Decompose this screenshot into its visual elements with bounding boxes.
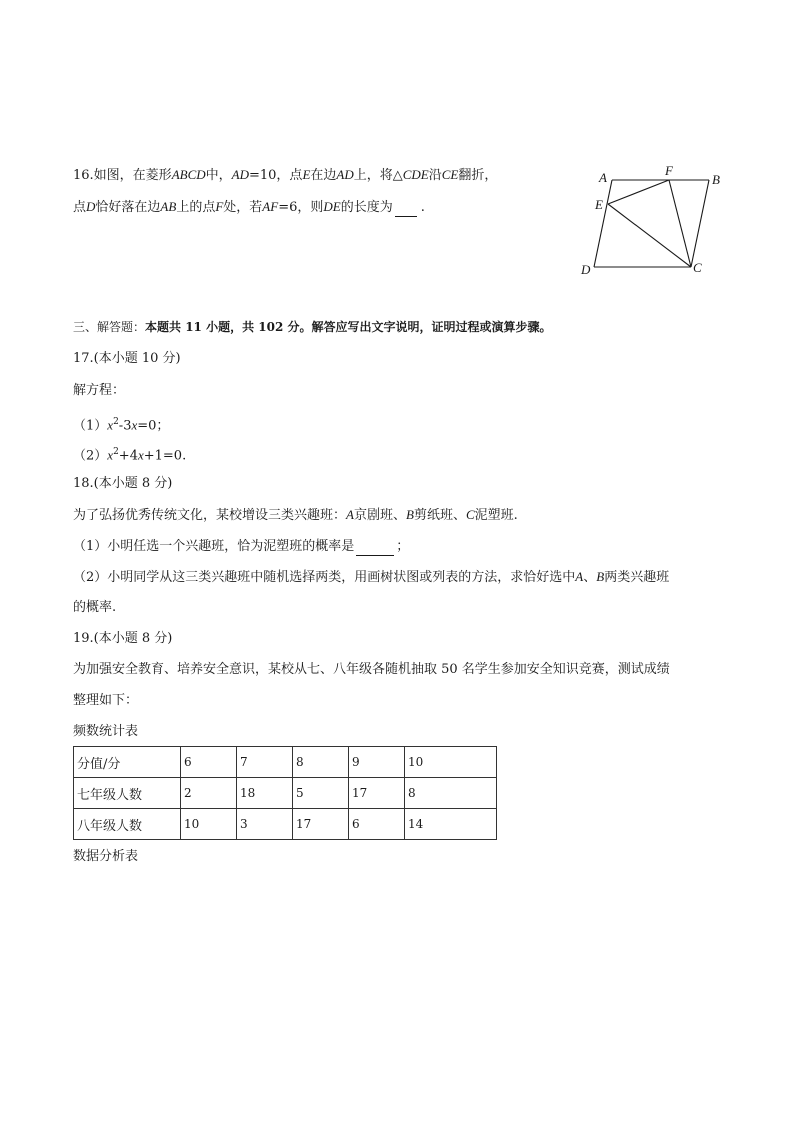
answer-blank-q18[interactable]: [356, 541, 394, 556]
vertex-label-b: B: [712, 172, 720, 187]
label-f: F: [215, 199, 224, 214]
frequency-table: [73, 746, 497, 840]
label-de: DE: [323, 199, 341, 214]
vertex-label-e: E: [595, 197, 603, 212]
table-cell: 9: [349, 747, 405, 778]
section-3-header: 三、解答题：本题共 11 小题，共 102 分。解答应写出文字说明，证明过程或演算步骤。: [73, 320, 552, 334]
table-cell: 5: [293, 778, 349, 809]
q17-part-2: $(2)x^2+4x+1=0$.: [73, 447, 187, 464]
table-cell: 10: [405, 747, 497, 778]
table-cell: 7: [237, 747, 293, 778]
table-cell: 6: [349, 809, 405, 840]
q19-intro-1: 为加强安全教育、培养安全意识，某校从七、八年级各随机抽取 50 名学生参加安全知识竞赛，测试成绩: [73, 662, 670, 677]
q17-intro: 解方程：: [73, 383, 126, 398]
table-cell: 14: [405, 809, 497, 840]
table-row: [74, 809, 497, 840]
table-title-analysis: 数据分析表: [73, 849, 139, 864]
edge-bc: [691, 180, 709, 267]
table-cell: 8: [405, 778, 497, 809]
label-ad: AD: [231, 167, 249, 182]
vertex-label-d: D: [581, 262, 591, 277]
rhombus-figure: [575, 160, 725, 280]
label-abcd: ABCD: [171, 167, 206, 182]
answer-blank-q16[interactable]: [395, 202, 417, 217]
label-ab: AB: [160, 199, 177, 214]
label-ad-2: AD: [336, 167, 354, 182]
q17-title: 17.(本小题 10 分): [73, 351, 181, 366]
table-cell: 17: [349, 778, 405, 809]
q18-intro: 为了弘扬优秀传统文化，某校增设三类兴趣班：A京剧班、B剪纸班、C泥塑班.: [73, 507, 518, 523]
table-row: [74, 778, 497, 809]
segment-fc: [669, 180, 691, 267]
table-cell: 10: [181, 809, 237, 840]
q19-intro-2: 整理如下：: [73, 693, 139, 708]
table-cell: 18: [237, 778, 293, 809]
q18-part-2: （2）小明同学从这三类兴趣班中随机选择两类，用画树状图或列表的方法，求恰好选中A、B两类兴趣班: [73, 569, 670, 585]
table-cell: 七年级人数: [74, 778, 181, 809]
label-af: AF: [262, 199, 279, 214]
q16-line-2: 点D恰好落在边AB上的点F处，若AF=6，则DE的长度为 .: [73, 199, 425, 215]
q19-title: 19.(本小题 8 分): [73, 631, 173, 646]
q18-part-1: （1）小明任选一个兴趣班，恰为泥塑班的概率是 ；: [73, 539, 410, 554]
q18-title: 18.(本小题 8 分): [73, 476, 173, 491]
edge-da: [594, 180, 612, 267]
table-row: [74, 747, 497, 778]
label-ce: CE: [441, 167, 459, 182]
table-cell: 2: [181, 778, 237, 809]
vertex-label-f: F: [665, 163, 673, 178]
label-e: E: [302, 167, 311, 182]
table-cell: 八年级人数: [74, 809, 181, 840]
segment-ef: [608, 180, 669, 204]
label-cde: CDE: [402, 167, 429, 182]
table-cell: 8: [293, 747, 349, 778]
segment-ec: [608, 204, 691, 267]
table-cell: 6: [181, 747, 237, 778]
label-d: D: [86, 199, 96, 214]
vertex-label-a: A: [599, 170, 607, 185]
table-cell: 3: [237, 809, 293, 840]
vertex-label-c: C: [693, 260, 702, 275]
table-title-frequency: 频数统计表: [73, 724, 139, 739]
q17-part-1: $(1)x^2-3x=0$；: [73, 417, 170, 434]
q16-line-1: 16.如图，在菱形ABCD中，AD=10，点E在边AD上，将△CDE沿CE翻折，: [73, 167, 498, 183]
table-cell: 17: [293, 809, 349, 840]
q18-part-2-cont: 的概率.: [73, 600, 117, 615]
table-cell: 分值/分: [74, 747, 181, 778]
